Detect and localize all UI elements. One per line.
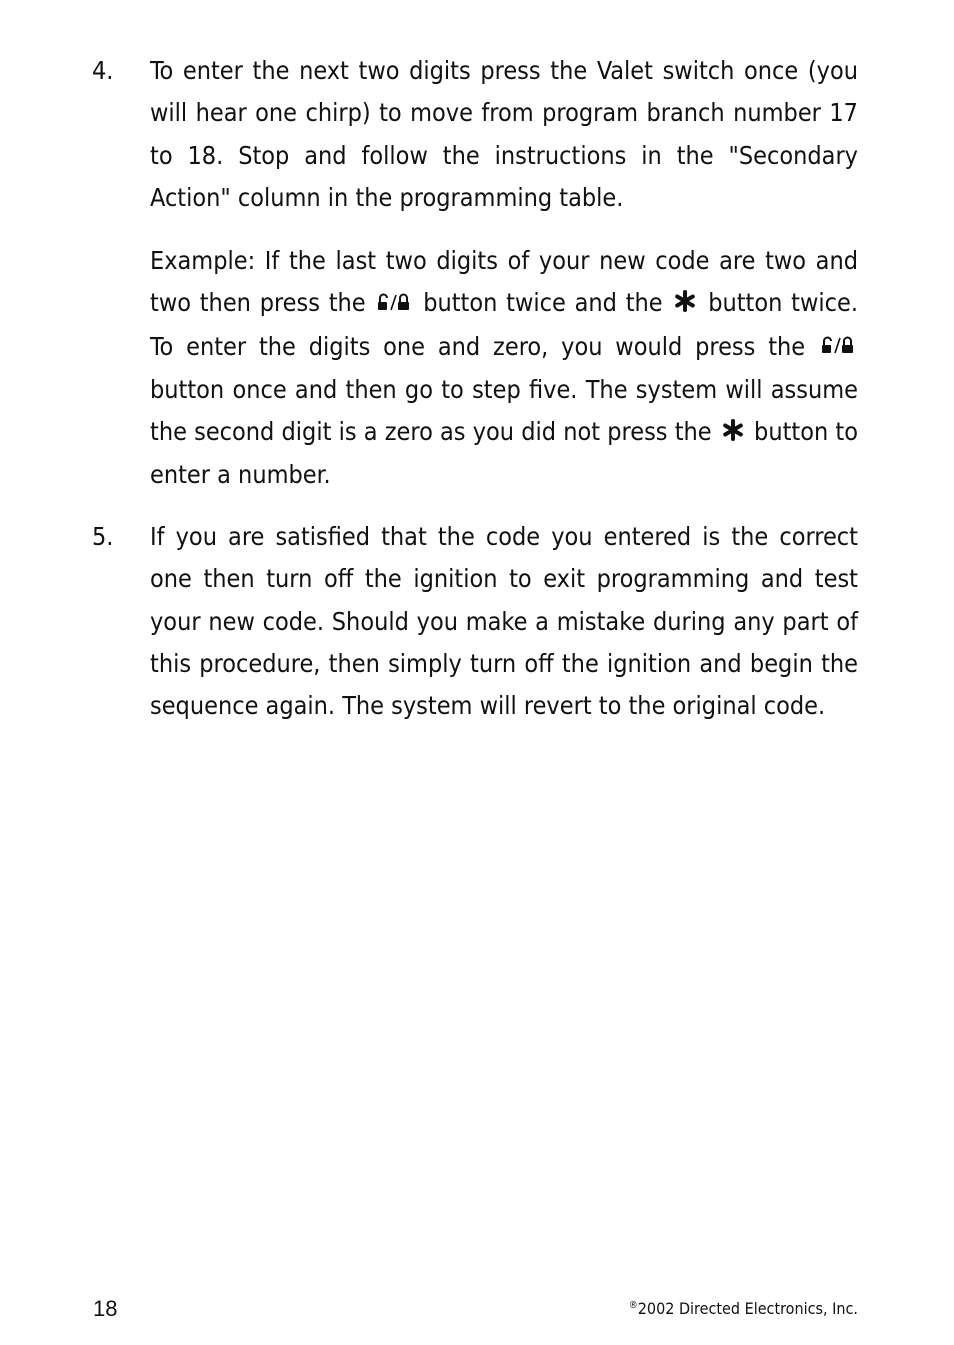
copyright-text: 2002 Directed Electronics, Inc.	[637, 1299, 858, 1318]
example-text-2: button twice and the	[423, 288, 663, 318]
step-paragraph: If you are satisfied that the code you entered is the correct one then turn off the ignition to exit programming and test your new code. Should you make a mistake during any part of this procedure, then simply turn off the ignition and begin the sequence again. The system will revert to the original code.	[150, 522, 858, 721]
example-text-1: Example: If the last two digits of your new code are two and two then press the	[150, 246, 858, 318]
step-body	[150, 516, 858, 727]
example-text-4: button once and then go to step five. The system will assume the second digit is a zero as you did not press the	[150, 374, 858, 447]
step-number: 4.	[92, 56, 114, 85]
copyright-notice	[629, 1299, 858, 1318]
star-icon	[674, 283, 696, 325]
step-5	[92, 516, 858, 727]
lock-unlock-icon	[821, 326, 855, 368]
step-paragraph: To enter the next two digits press the Valet switch once (you will hear one chirp) to move from program branch number 17 to 18. Stop and follow the instructions in the "Secondary Action" column in the programming table.	[150, 56, 858, 212]
step-number: 5.	[92, 522, 114, 551]
example-text-3: button twice. To enter the digits one and zero, you would press the	[150, 288, 858, 361]
example-text-5: button to enter a number.	[150, 417, 858, 490]
step-4	[92, 50, 858, 497]
step-body	[150, 50, 858, 497]
lock-unlock-icon	[377, 283, 411, 325]
registered-mark: ®	[628, 1300, 638, 1311]
page-number: 18	[93, 1296, 118, 1321]
star-icon	[722, 412, 744, 454]
example-paragraph	[150, 240, 858, 496]
